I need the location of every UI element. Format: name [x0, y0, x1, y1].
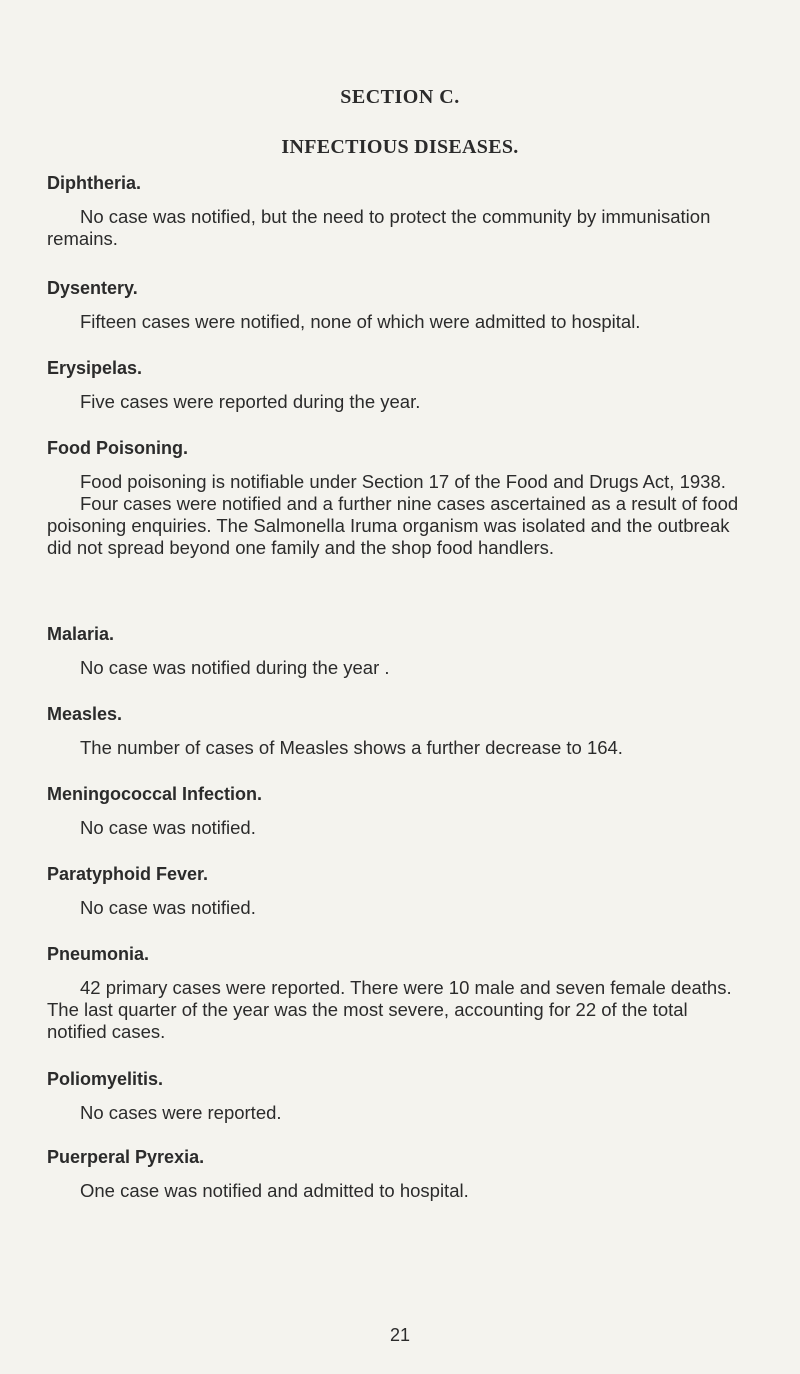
entry-poliomyelitis	[47, 1068, 747, 1124]
page-title: INFECTIOUS DISEASES.	[281, 136, 519, 158]
page-number: 21	[389, 1325, 411, 1345]
entry-paragraph: One case was notified and admitted to hospital.	[80, 1180, 469, 1201]
entry-pneumonia	[47, 943, 747, 1043]
entry-erysipelas	[47, 357, 747, 413]
entry-heading: Food Poisoning.	[47, 438, 188, 458]
entry-measles	[47, 703, 747, 759]
entry-paragraph: No case was notified.	[80, 817, 256, 838]
entry-heading: Malaria.	[47, 624, 115, 644]
entry-paragraph: The number of cases of Measles shows a further decrease to 164.	[80, 737, 623, 758]
entry-malaria	[47, 623, 747, 679]
entry-paragraph: No case was notified during the year .	[80, 657, 390, 678]
entry-heading: Erysipelas.	[47, 358, 143, 378]
entry-paragraph: No case was notified.	[80, 897, 256, 918]
entry-heading: Puerperal Pyrexia.	[47, 1147, 205, 1167]
entry-heading: Diphtheria.	[47, 173, 142, 193]
entry-heading: Paratyphoid Fever.	[47, 864, 209, 884]
entry-diphtheria	[47, 172, 747, 250]
entry-paragraph: No cases were reported.	[80, 1102, 282, 1123]
entry-heading: Pneumonia.	[47, 944, 150, 964]
entry-heading: Measles.	[47, 704, 123, 724]
entry-meningococcal-infection	[47, 783, 747, 839]
entry-paragraph: Fifteen cases were notified, none of which were admitted to hospital.	[80, 311, 641, 332]
entry-paratyphoid-fever	[47, 863, 747, 919]
entry-food-poisoning	[47, 437, 747, 559]
entry-heading: Poliomyelitis.	[47, 1069, 164, 1089]
section-heading: SECTION C.	[340, 86, 460, 108]
entry-paragraph: Five cases were reported during the year.	[80, 391, 421, 412]
entry-paragraph: Food poisoning is notifiable under Section 17 of the Food and Drugs Act, 1938.	[80, 471, 726, 492]
entry-heading: Dysentery.	[47, 278, 138, 298]
entry-paragraph: Four cases were notified and a further nine cases ascertained as a result of food poisoning enquiries. The Salmonella Iruma organism was isolated and the outbreak did not spread beyond one family and the shop food handlers.	[47, 493, 739, 558]
entry-paragraph: No case was notified, but the need to protect the community by immunisation remains.	[47, 206, 711, 249]
entry-dysentery	[47, 277, 747, 333]
entry-heading: Meningococcal Infection.	[47, 784, 263, 804]
entry-paragraph: 42 primary cases were reported. There were 10 male and seven female deaths. The last quarter of the year was the most severe, accounting for 22 of the total notified cases.	[47, 977, 732, 1042]
entry-puerperal-pyrexia	[47, 1146, 747, 1202]
